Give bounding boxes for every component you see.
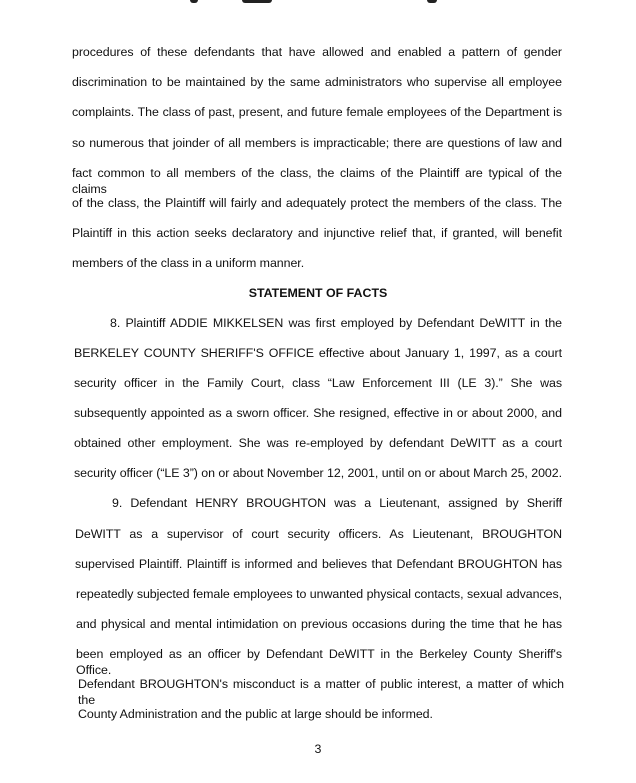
text-line: and physical and mental intimidation on previous occasions during the time that he has	[76, 617, 562, 631]
text-line: repeatedly subjected female employees to unwanted physical contacts, sexual advances,	[76, 587, 562, 601]
text-line: 8. Plaintiff ADDIE MIKKELSEN was first employed by Defendant DeWITT in the	[110, 316, 562, 330]
text-line: security officer (“LE 3”) on or about November 12, 2001, until on or about March 25, 2002.	[74, 466, 562, 480]
text-line: so numerous that joinder of all members is impracticable; there are questions of law and	[72, 136, 562, 150]
section-heading: STATEMENT OF FACTS	[248, 286, 388, 300]
text-line: of the class, the Plaintiff will fairly and adequately protect the members of the class. The	[72, 196, 562, 210]
text-line: complaints. The class of past, present, and future female employees of the Department is	[72, 105, 562, 119]
page-number: 3	[314, 742, 322, 756]
text-line: DeWITT as a supervisor of court security officers. As Lieutenant, BROUGHTON	[75, 527, 562, 541]
text-line: procedures of these defendants that have allowed and enabled a pattern of gender	[72, 45, 562, 59]
text-line: supervised Plaintiff. Plaintiff is informed and believes that Defendant BROUGHTON has	[75, 557, 562, 571]
text-line: been employed as an officer by Defendant DeWITT in the Berkeley County Sheriff's Office.	[76, 647, 562, 677]
text-line: discrimination to be maintained by the same administrators who supervise all employee	[72, 75, 562, 89]
text-line: obtained other employment. She was re-employed by defendant DeWITT as a court	[74, 436, 562, 450]
text-line: County Administration and the public at large should be informed.	[78, 707, 433, 721]
text-line: members of the class in a uniform manner.	[72, 256, 305, 270]
text-line: 9. Defendant HENRY BROUGHTON was a Lieutenant, assigned by Sheriff	[112, 496, 562, 510]
text-line: security officer in the Family Court, class “Law Enforcement III (LE 3).” She was	[74, 376, 562, 390]
text-line: Plaintiff in this action seeks declaratory and injunctive relief that, if granted, will benefit	[72, 226, 562, 240]
cropped-previous-line	[190, 0, 450, 6]
text-line: Defendant BROUGHTON's misconduct is a matter of public interest, a matter of which the	[78, 677, 564, 707]
text-line: subsequently appointed as a sworn officer. She resigned, effective in or about 2000, and	[74, 406, 562, 420]
text-line: fact common to all members of the class, the claims of the Plaintiff are typical of the claims	[72, 166, 562, 196]
text-line: BERKELEY COUNTY SHERIFF'S OFFICE effective about January 1, 1997, as a court	[74, 346, 562, 360]
